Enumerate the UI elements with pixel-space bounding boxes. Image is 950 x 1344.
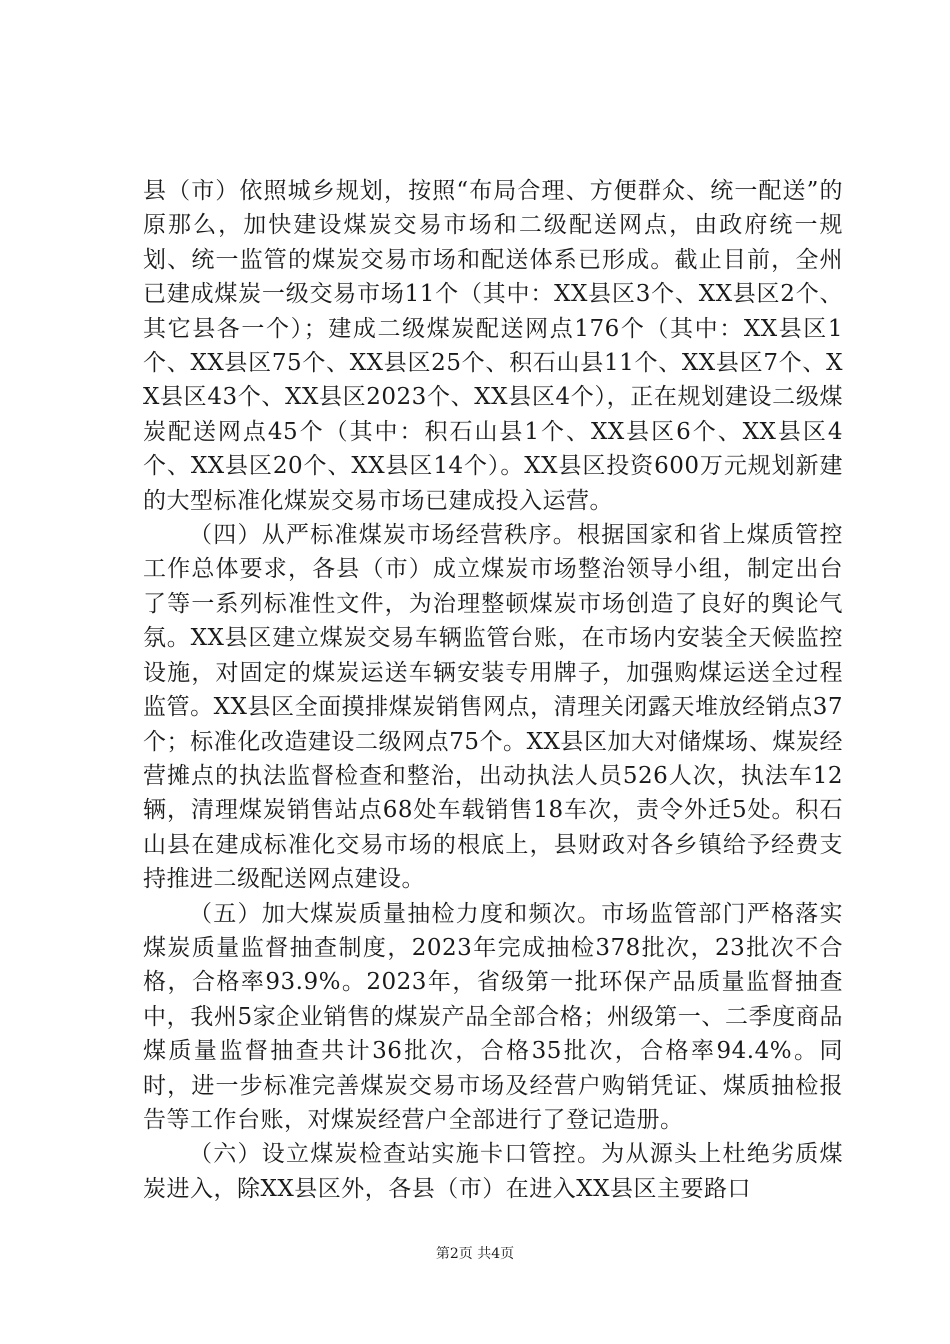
paragraph-quality-inspection: （五）加大煤炭质量抽检力度和频次。市场监管部门严格落实煤炭质量监督抽查制度，2023年完成抽检378批次，23批次不合格，合格率93.9%。2023年，省级第一批环保产品质量监督抽查中，我州5家企业销售的煤炭产品全部合格；州级第一、二季度商品煤质量监督抽查共计36批次，合格35批次，合格率94.4%。同时，进一步标准完善煤炭交易市场及经营户购销凭证、煤质抽检报告等工作台账，对煤炭经营户全部进行了登记造册。 — [143, 900, 843, 1133]
page-footer — [0, 1244, 950, 1264]
paragraph-market-order: （四）从严标准煤炭市场经营秩序。根据国家和省上煤质管控工作总体要求，各县（市）成立煤炭市场整治领导小组，制定出台了等一系列标准性文件，为治理整顿煤炭市场创造了良好的舆论气氛。XX县区建立煤炭交易车辆监管台账，在市场内安装全天候监控设施，对固定的煤炭运送车辆安装专用牌子，加强购煤运送全过程监管。XX县区全面摸排煤炭销售网点，清理关闭露天堆放经销点37个；标准化改造建设二级网点75个。XX县区加大对储煤场、煤炭经营摊点的执法监督检查和整治，出动执法人员526人次，执法车12辆，清理煤炭销售站点68处车载销售18车次，责令外迁5处。积石山县在建成标准化交易市场的根底上，县财政对各乡镇给予经费支持推进二级配送网点建设。 — [143, 522, 843, 893]
page-number-label: 第2页 共4页 — [435, 1246, 515, 1262]
paragraph-checkpoint-control: （六）设立煤炭检查站实施卡口管控。为从源头上杜绝劣质煤炭进入，除XX县区外，各县（市）在进入XX县区主要路口 — [143, 1141, 843, 1202]
paragraph-county-planning: 县（市）依照城乡规划，按照“布局合理、方便群众、统一配送”的原那么，加快建设煤炭交易市场和二级配送网点，由政府统一规划、统一监管的煤炭交易市场和配送体系已形成。截止目前，全州已建成煤炭一级交易市场11个（其中：XX县区3个、XX县区2个、其它县各一个）；建成二级煤炭配送网点176个（其中：XX县区1个、XX县区75个、XX县区25个、积石山县11个、XX县区7个、XX县区43个、XX县区2023个、XX县区4个），正在规划建设二级煤炭配送网点45个（其中：积石山县1个、XX县区6个、XX县区4个、XX县区20个、XX县区14个）。XX县区投资600万元规划新建的大型标准化煤炭交易市场已建成投入运营。 — [143, 178, 843, 514]
document-body — [143, 174, 843, 1206]
